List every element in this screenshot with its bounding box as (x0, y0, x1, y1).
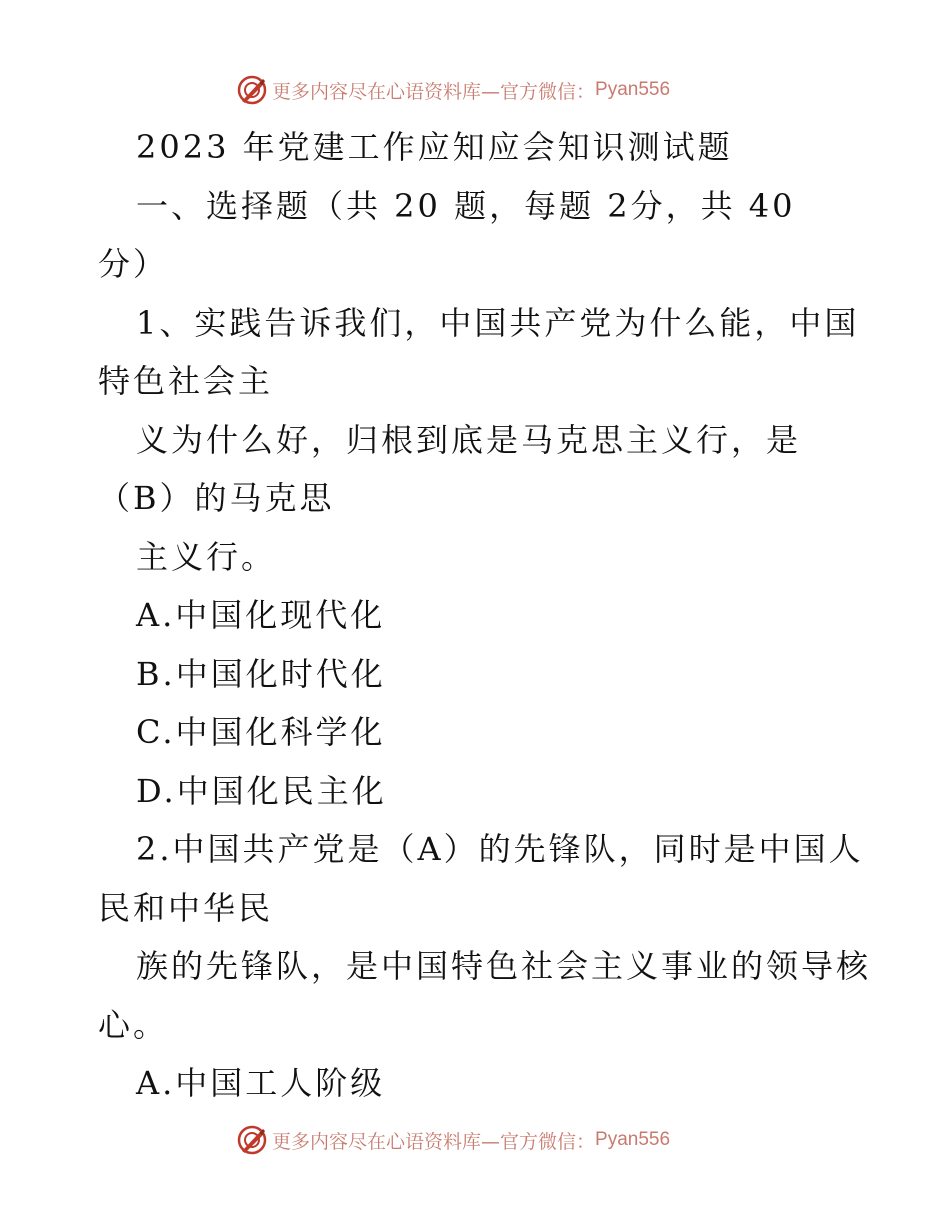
question-1-text-cont-1: 特色社会主 (98, 362, 274, 400)
question-2-text: 2.中国共产党是（A）的先锋队，同时是中国人 (136, 830, 864, 868)
pen-logo-icon (236, 1124, 268, 1156)
question-2-text-cont-3: 心。 (98, 1006, 169, 1044)
watermark-wechat-id: Pyan556 (595, 79, 671, 100)
question-2-text-cont-1: 民和中华民 (98, 889, 274, 927)
question-1-text-cont-4: 主义行。 (136, 538, 277, 576)
question-1-option-b: B.中国化时代化 (136, 655, 386, 693)
question-1-text: 1、实践告诉我们，中国共产党为什么能，中国 (136, 304, 860, 342)
doc-title: 2023 年党建工作应知应会知识测试题 (136, 128, 733, 166)
question-1-text-cont-2: 义为什么好，归根到底是马克思主义行，是 (136, 421, 802, 459)
question-2-option-a: A.中国工人阶级 (136, 1064, 386, 1102)
question-2-text-cont-2: 族的先锋队，是中国特色社会主义事业的领导核 (136, 947, 872, 985)
question-1-option-d: D.中国化民主化 (136, 772, 387, 810)
watermark-wechat-id: Pyan556 (595, 1129, 671, 1150)
watermark-text: 更多内容尽在心语资料库—官方微信： (272, 1130, 596, 1153)
section-heading-cont: 分） (98, 245, 169, 283)
watermark-text: 更多内容尽在心语资料库—官方微信： (272, 80, 596, 103)
section-heading: 一、选择题（共 20 题，每题 2分，共 40 (136, 187, 796, 225)
pen-logo-icon (236, 74, 268, 106)
question-1-text-cont-3: （B）的马克思 (98, 479, 335, 517)
watermark-header (236, 72, 670, 108)
question-1-option-c: C.中国化科学化 (136, 713, 386, 751)
watermark-footer (236, 1122, 670, 1158)
question-1-option-a: A.中国化现代化 (136, 596, 386, 634)
